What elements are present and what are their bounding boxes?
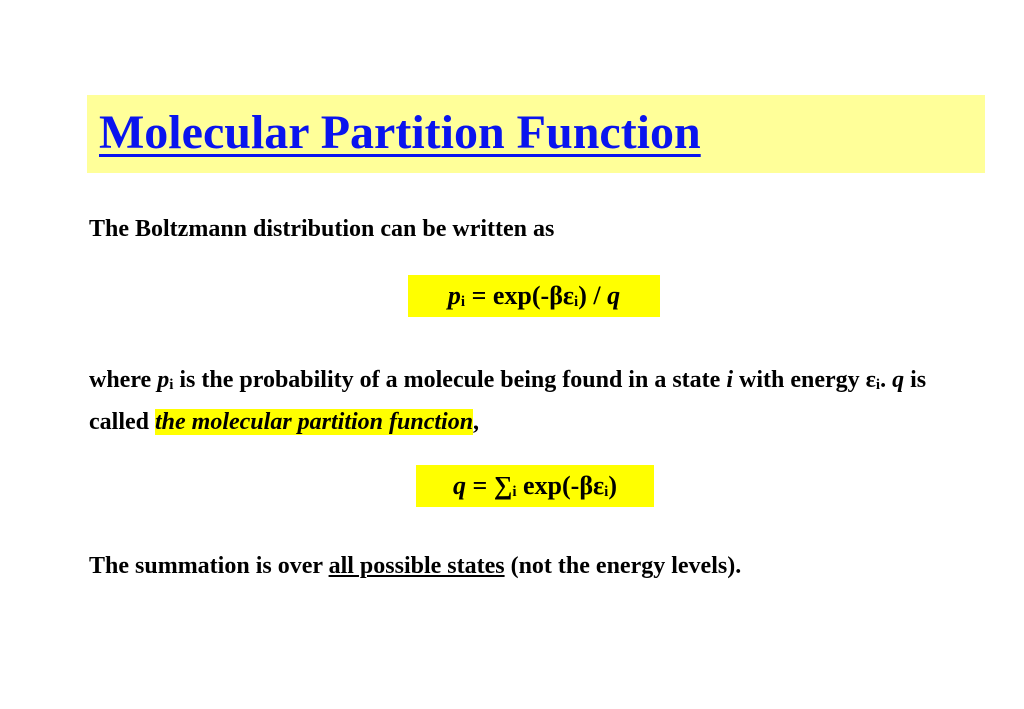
title-banner xyxy=(87,95,985,173)
eq2-close: ) xyxy=(608,471,617,500)
partition-function-equation xyxy=(416,465,654,507)
intro-text: The Boltzmann distribution can be written as xyxy=(89,216,555,242)
eq1-sub-i2: i xyxy=(574,294,579,310)
page-title: Molecular Partition Function xyxy=(99,106,701,159)
expl-where: where xyxy=(89,367,158,393)
summation-note xyxy=(89,548,981,585)
eq2-sub-i2: i xyxy=(604,484,609,500)
explanation-text xyxy=(89,362,981,441)
note-text1: The summation is over xyxy=(89,553,329,579)
expl-sub-i2: i xyxy=(875,377,881,393)
expl-text1: is the probability of a molecule being found in a state xyxy=(173,367,727,393)
eq2-eq-sum: = ∑ xyxy=(465,471,513,500)
eq1-exp: = exp(- xyxy=(465,281,550,310)
eq1-sub-i: i xyxy=(460,294,466,310)
boltzmann-equation xyxy=(408,275,660,317)
eq2-sub-i: i xyxy=(512,484,517,500)
eq2-exp: exp(- xyxy=(516,471,580,500)
eq1-beta-eps: βε xyxy=(549,281,575,310)
expl-text4: is called xyxy=(89,367,927,435)
eq2-q: q xyxy=(452,471,466,500)
eq1-p: p xyxy=(447,281,461,310)
expl-q: q xyxy=(892,367,905,393)
partition-function-term: the molecular partition function xyxy=(155,409,474,435)
expl-text2: with energy xyxy=(732,367,866,393)
expl-eps: ε xyxy=(865,367,876,393)
note-underlined: all possible states xyxy=(328,553,505,579)
expl-comma: , xyxy=(473,409,480,435)
eq1-close-div: ) / xyxy=(578,281,608,310)
note-text2: (not the energy levels). xyxy=(504,553,742,579)
expl-sub-i: i xyxy=(169,377,174,393)
eq2-beta-eps: βε xyxy=(579,471,605,500)
expl-text3: . xyxy=(880,367,893,393)
eq1-q: q xyxy=(607,281,621,310)
expl-p: p xyxy=(157,367,170,393)
expl-i: i xyxy=(726,367,733,393)
